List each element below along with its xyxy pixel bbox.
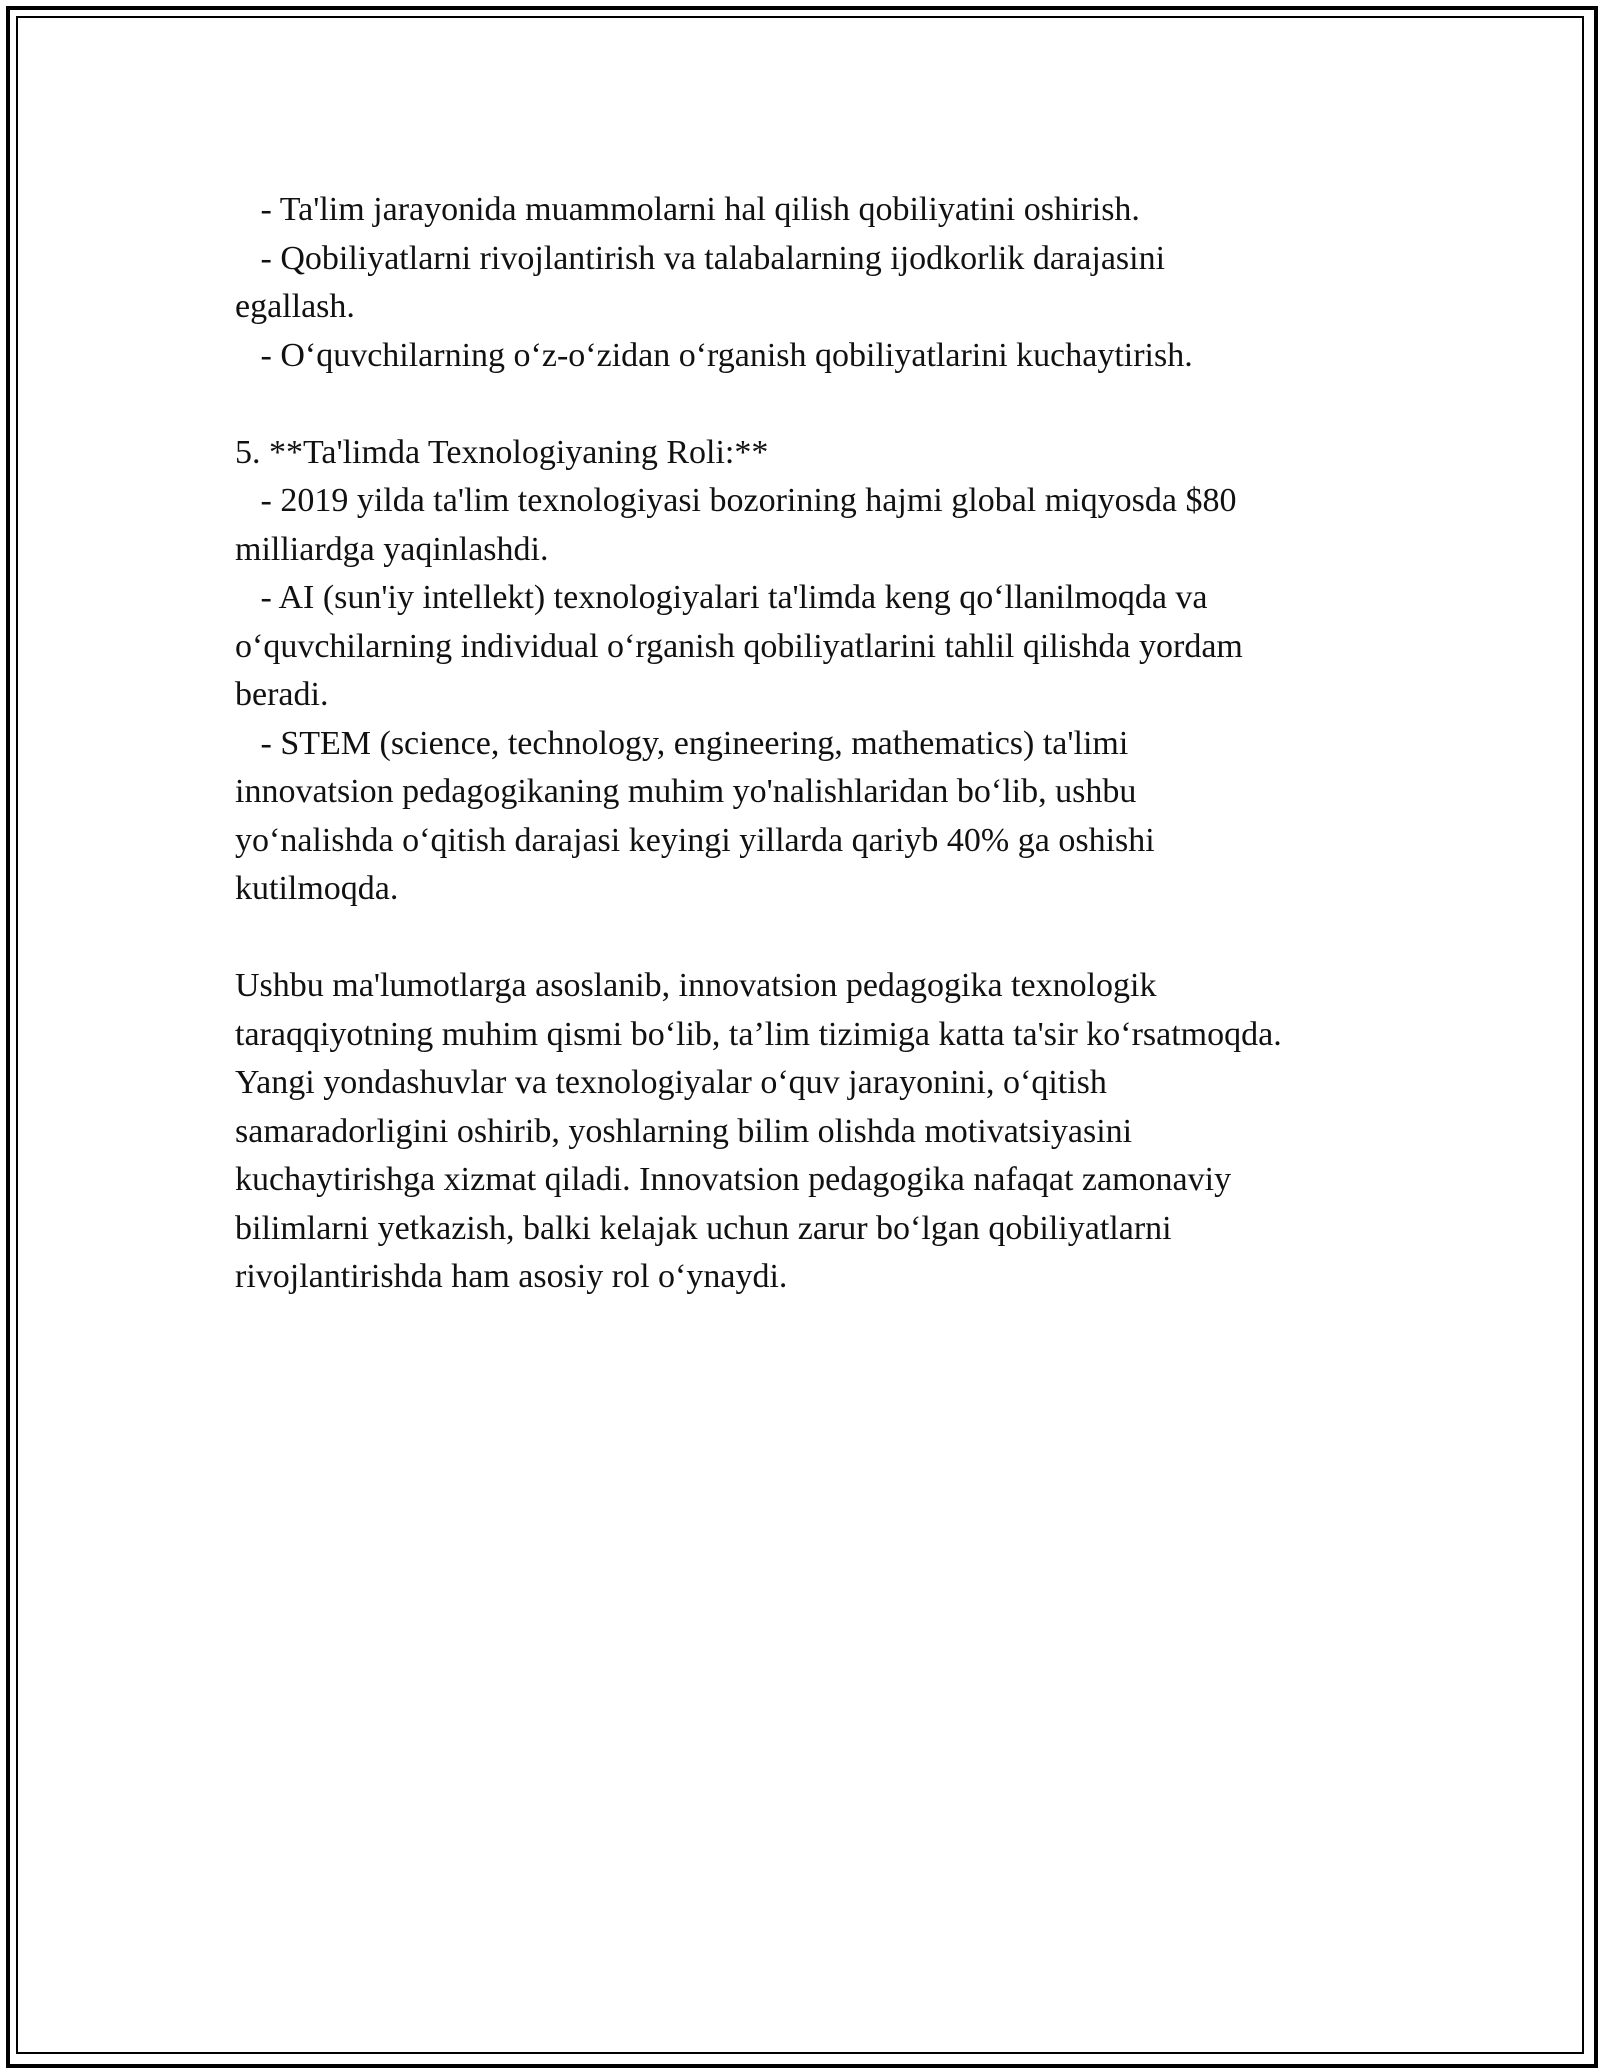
- bullet-line: yoʻnalishda oʻqitish darajasi keyingi yillarda qariyb 40% ga oshishi: [235, 821, 1155, 859]
- bullet-line: beradi.: [235, 676, 329, 713]
- bullet-line: oʻquvchilarning individual oʻrganish qobiliyatlarini tahlil qilishda yordam: [235, 627, 1243, 665]
- paragraph-line: rivojlantirishda ham asosiy rol oʻynaydi.: [235, 1258, 788, 1295]
- bullet-line: - Qobiliyatlarni rivojlantirish va talabalarning ijodkorlik darajasini: [235, 239, 1166, 277]
- document-body: [235, 186, 1375, 1302]
- bullet-list-continued: [235, 186, 1375, 380]
- paragraph-line: kuchaytirishga xizmat qiladi. Innovatsion pedagogika nafaqat zamonaviy: [235, 1161, 1232, 1198]
- section-heading: 5. **Ta'limda Texnologiyaning Roli:**: [235, 433, 769, 471]
- paragraph-spacer: [235, 380, 1375, 429]
- bullet-line: - Oʻquvchilarning oʻz-oʻzidan oʻrganish qobiliyatlarini kuchaytirish.: [235, 336, 1193, 374]
- bullet-line: - 2019 yilda ta'lim texnologiyasi bozorining hajmi global miqyosda $80: [235, 482, 1237, 519]
- bullet-line: - AI (sun'iy intellekt) texnologiyalari ta'limda keng qoʻllanilmoqda va: [235, 579, 1208, 616]
- paragraph-line: Ushbu ma'lumotlarga asoslanib, innovatsion pedagogika texnologik: [235, 967, 1157, 1004]
- bullet-line: - STEM (science, technology, engineering, mathematics) ta'limi: [235, 724, 1129, 762]
- bullet-line: innovatsion pedagogikaning muhim yo'nalishlaridan boʻlib, ushbu: [235, 773, 1137, 810]
- bullet-line: egallash.: [235, 288, 355, 325]
- section-5: [235, 429, 1375, 914]
- bullet-line: kutilmoqda.: [235, 870, 399, 907]
- bullet-line: milliardga yaqinlashdi.: [235, 530, 549, 568]
- conclusion-paragraph: [235, 962, 1375, 1302]
- paragraph-line: bilimlarni yetkazish, balki kelajak uchun zarur boʻlgan qobiliyatlarni: [235, 1209, 1172, 1247]
- paragraph-line: samaradorligini oshirib, yoshlarning bilim olishda motivatsiyasini: [235, 1112, 1133, 1150]
- paragraph-line: Yangi yondashuvlar va texnologiyalar oʻquv jarayonini, oʻqitish: [235, 1064, 1107, 1101]
- paragraph-spacer: [235, 914, 1375, 963]
- bullet-line: - Ta'lim jarayonida muammolarni hal qilish qobiliyatini oshirish.: [235, 191, 1140, 228]
- paragraph-line: taraqqiyotning muhim qismi boʻlib, ta’lim tizimiga katta ta'sir koʻrsatmoqda.: [235, 1015, 1282, 1053]
